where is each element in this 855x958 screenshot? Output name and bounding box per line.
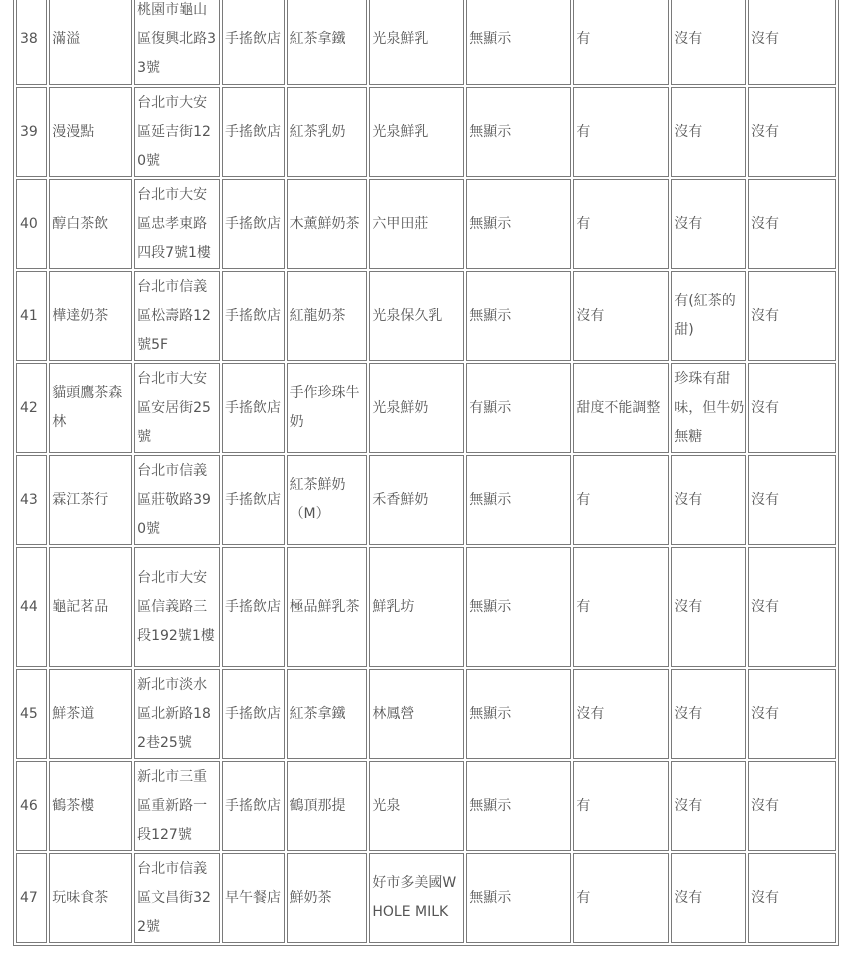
added-sweetness-cell: 沒有 — [671, 0, 746, 85]
row-number-cell: 38 — [16, 0, 47, 85]
shop-name-cell: 龜記茗品 — [49, 547, 132, 667]
table-row — [16, 853, 836, 943]
drink-name-cell: 極品鮮乳茶 — [287, 547, 368, 667]
shop-type-cell: 手搖飲店 — [222, 87, 285, 177]
milk-brand-cell: 光泉保久乳 — [369, 271, 464, 361]
milk-brand-cell: 鮮乳坊 — [369, 547, 464, 667]
drink-name-cell: 紅龍奶茶 — [287, 271, 368, 361]
shop-type-cell: 手搖飲店 — [222, 0, 285, 85]
sweetness-adjustable-cell: 有 — [573, 761, 669, 851]
row-number-cell: 46 — [16, 761, 47, 851]
drink-name-cell: 紅茶拿鐵 — [287, 669, 368, 759]
shop-type-cell: 手搖飲店 — [222, 669, 285, 759]
shop-type-cell: 手搖飲店 — [222, 271, 285, 361]
row-number-cell: 44 — [16, 547, 47, 667]
table-row — [16, 363, 836, 453]
table-row — [16, 271, 836, 361]
milk-brand-cell: 光泉 — [369, 761, 464, 851]
shop-type-cell: 手搖飲店 — [222, 455, 285, 545]
shop-name-cell: 漫漫點 — [49, 87, 132, 177]
table-row — [16, 455, 836, 545]
row-number-cell: 47 — [16, 853, 47, 943]
milk-brand-cell: 禾香鮮奶 — [369, 455, 464, 545]
shop-type-cell: 手搖飲店 — [222, 363, 285, 453]
address-cell: 台北市大安區忠孝東路四段7號1樓 — [134, 179, 220, 269]
extra-info-cell: 沒有 — [748, 547, 836, 667]
table-row — [16, 761, 836, 851]
label-display-cell: 無顯示 — [466, 547, 571, 667]
added-sweetness-cell: 有(紅茶的甜) — [671, 271, 746, 361]
extra-info-cell: 沒有 — [748, 271, 836, 361]
sweetness-adjustable-cell: 有 — [573, 547, 669, 667]
sweetness-adjustable-cell: 甜度不能調整 — [573, 363, 669, 453]
extra-info-cell: 沒有 — [748, 455, 836, 545]
address-cell: 台北市信義區文昌街322號 — [134, 853, 220, 943]
drink-name-cell: 紅茶拿鐵 — [287, 0, 368, 85]
extra-info-cell: 沒有 — [748, 853, 836, 943]
added-sweetness-cell: 沒有 — [671, 179, 746, 269]
shop-name-cell: 樺達奶茶 — [49, 271, 132, 361]
row-number-cell: 42 — [16, 363, 47, 453]
added-sweetness-cell: 沒有 — [671, 853, 746, 943]
shop-type-cell: 手搖飲店 — [222, 179, 285, 269]
shop-name-cell: 醇白茶飲 — [49, 179, 132, 269]
table-row — [16, 87, 836, 177]
label-display-cell: 無顯示 — [466, 761, 571, 851]
extra-info-cell: 沒有 — [748, 87, 836, 177]
address-cell: 台北市信義區松壽路12號5F — [134, 271, 220, 361]
row-number-cell: 45 — [16, 669, 47, 759]
shop-type-cell: 手搖飲店 — [222, 547, 285, 667]
milk-brand-cell: 光泉鮮乳 — [369, 0, 464, 85]
sweetness-adjustable-cell: 沒有 — [573, 669, 669, 759]
shop-name-cell: 滿溢 — [49, 0, 132, 85]
drink-name-cell: 手作珍珠牛奶 — [287, 363, 368, 453]
drink-name-cell: 紅茶乳奶 — [287, 87, 368, 177]
added-sweetness-cell: 沒有 — [671, 761, 746, 851]
table-row — [16, 179, 836, 269]
extra-info-cell: 沒有 — [748, 179, 836, 269]
shop-survey-table — [13, 0, 839, 946]
shop-type-cell: 手搖飲店 — [222, 761, 285, 851]
row-number-cell: 39 — [16, 87, 47, 177]
address-cell: 台北市信義區莊敬路390號 — [134, 455, 220, 545]
address-cell: 台北市大安區信義路三段192號1樓 — [134, 547, 220, 667]
drink-name-cell: 木薰鮮奶茶 — [287, 179, 368, 269]
address-cell: 新北市三重區重新路一段127號 — [134, 761, 220, 851]
milk-brand-cell: 林鳳營 — [369, 669, 464, 759]
extra-info-cell: 沒有 — [748, 363, 836, 453]
label-display-cell: 無顯示 — [466, 87, 571, 177]
address-cell: 新北市淡水區北新路182巷25號 — [134, 669, 220, 759]
label-display-cell: 無顯示 — [466, 669, 571, 759]
address-cell: 台北市大安區安居街25號 — [134, 363, 220, 453]
label-display-cell: 無顯示 — [466, 179, 571, 269]
label-display-cell: 有顯示 — [466, 363, 571, 453]
shop-name-cell: 鶴茶樓 — [49, 761, 132, 851]
label-display-cell: 無顯示 — [466, 271, 571, 361]
extra-info-cell: 沒有 — [748, 761, 836, 851]
milk-brand-cell: 六甲田莊 — [369, 179, 464, 269]
sweetness-adjustable-cell: 有 — [573, 455, 669, 545]
milk-brand-cell: 好市多美國WHOLE MILK — [369, 853, 464, 943]
address-cell: 桃園市龜山區復興北路33號 — [134, 0, 220, 85]
shop-name-cell: 鮮茶道 — [49, 669, 132, 759]
milk-brand-cell: 光泉鮮奶 — [369, 363, 464, 453]
milk-brand-cell: 光泉鮮乳 — [369, 87, 464, 177]
added-sweetness-cell: 沒有 — [671, 87, 746, 177]
table-row — [16, 0, 836, 85]
added-sweetness-cell: 沒有 — [671, 547, 746, 667]
shop-name-cell: 霖江茶行 — [49, 455, 132, 545]
added-sweetness-cell: 沒有 — [671, 455, 746, 545]
added-sweetness-cell: 珍珠有甜味，但牛奶無糖 — [671, 363, 746, 453]
extra-info-cell: 沒有 — [748, 0, 836, 85]
extra-info-cell: 沒有 — [748, 669, 836, 759]
drink-name-cell: 鮮奶茶 — [287, 853, 368, 943]
sweetness-adjustable-cell: 沒有 — [573, 271, 669, 361]
sweetness-adjustable-cell: 有 — [573, 0, 669, 85]
drink-name-cell: 鶴頂那提 — [287, 761, 368, 851]
label-display-cell: 無顯示 — [466, 455, 571, 545]
table-row — [16, 547, 836, 667]
table-row — [16, 669, 836, 759]
shop-name-cell: 貓頭鷹茶森林 — [49, 363, 132, 453]
row-number-cell: 41 — [16, 271, 47, 361]
row-number-cell: 40 — [16, 179, 47, 269]
sweetness-adjustable-cell: 有 — [573, 853, 669, 943]
shop-name-cell: 玩味食茶 — [49, 853, 132, 943]
address-cell: 台北市大安區延吉街120號 — [134, 87, 220, 177]
sweetness-adjustable-cell: 有 — [573, 87, 669, 177]
label-display-cell: 無顯示 — [466, 0, 571, 85]
drink-name-cell: 紅茶鮮奶（M） — [287, 455, 368, 545]
survey-table-container — [13, 0, 839, 946]
shop-type-cell: 早午餐店 — [222, 853, 285, 943]
added-sweetness-cell: 沒有 — [671, 669, 746, 759]
sweetness-adjustable-cell: 有 — [573, 179, 669, 269]
row-number-cell: 43 — [16, 455, 47, 545]
label-display-cell: 無顯示 — [466, 853, 571, 943]
